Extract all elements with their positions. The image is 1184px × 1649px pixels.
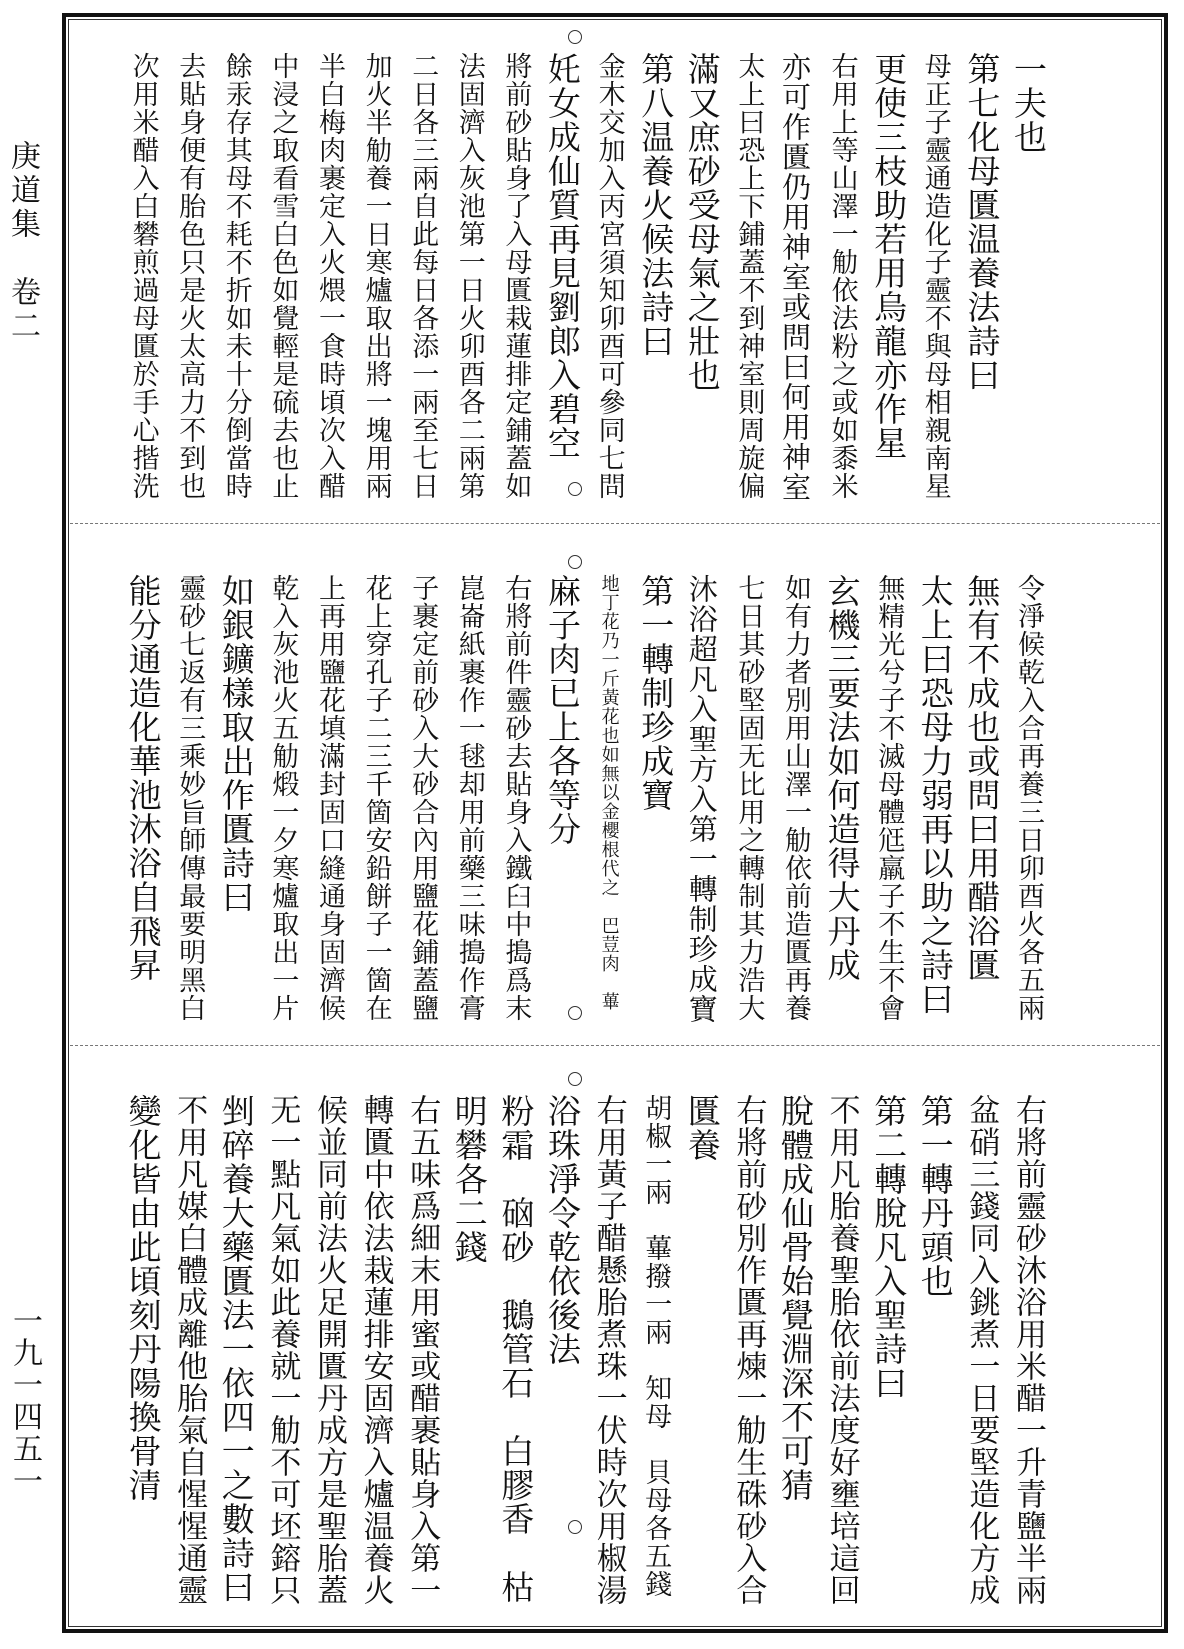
text-column: 第八温養火候法詩曰 [636, 52, 676, 358]
text-column: 加火半觔養一日寒爐取出將一塊用兩 [360, 52, 392, 500]
text-column: 明礬各二錢 [449, 1094, 489, 1264]
text-column: 太上曰恐母力弱再以助之詩曰 [915, 574, 955, 1016]
text-column: 地丁花乃一斤黃花也如無以金櫻根代之 巴荳肉 蓽 [598, 574, 620, 1011]
text-column: 滿又庶砂受母氣之壯也 [682, 52, 722, 392]
registration-circle [568, 1072, 582, 1086]
text-column: 轉匱中依法栽蓮排安固濟入爐温養火 [357, 1094, 394, 1606]
text-column: 右用黃子醋懸胎煮珠一伏時次用椒湯 [590, 1094, 627, 1606]
text-column: 脫體成仙骨始覺淵深不可猜 [776, 1094, 815, 1502]
text-column: 玄機三要法如何造得大丹成 [822, 574, 862, 982]
text-column: 如有力者別用山澤一觔依前造匱再養 [780, 574, 811, 1022]
text-column: 候並同前法火足開匱丹成方是聖胎蓋 [311, 1094, 347, 1606]
margin-book-title: 庚道集 卷二 [5, 140, 40, 344]
text-column: 去貼身便有胎色只是火太高力不到也 [174, 52, 206, 500]
text-column: 次用米醋入白礬煎過母匱於手心揩洗 [127, 52, 159, 500]
text-column: 不用凡媒白體成離他胎氣自惺惺通靈 [171, 1094, 208, 1606]
text-column: 第一轉制珍成寶 [636, 574, 676, 812]
text-column: 七日其砂堅固无比用之轉制其力浩大 [733, 574, 765, 1022]
text-section-2 [110, 574, 1050, 1034]
text-column: 不用凡胎養聖胎依前法度好壅培這回 [823, 1094, 860, 1606]
text-column: 乾入灰池火五觔煅一夕寒爐取出一片 [267, 574, 299, 1022]
text-column: 二日各三兩自此每日各添一兩至七日 [407, 52, 439, 500]
text-column: 變化皆由此頃刻丹陽換骨清 [123, 1094, 163, 1502]
text-column: 無精光兮子不滅母體尩羸子不生不會 [873, 574, 905, 1022]
text-column: 半白梅肉裹定入火煨一食時頃次入醋 [314, 52, 345, 500]
section-divider-1 [70, 523, 1160, 524]
margin-page-number: 一九一四五一 [7, 1305, 42, 1497]
text-column: 將前砂貼身了入母匱栽蓮排定鋪蓋如 [500, 52, 532, 500]
text-column: 右將前件靈砂去貼身入鐵臼中搗爲末 [500, 574, 532, 1022]
text-column: 中浸之取看雪白色如覺輕是硫去也止 [267, 52, 299, 500]
text-column: 沐浴超凡入聖方入第一轉制珍成寶 [684, 574, 719, 1024]
text-column: 匱養 [682, 1094, 722, 1162]
text-column: 奼女成仙質再見劉郎入碧空 [543, 52, 582, 460]
text-column: 無有不成也或問曰用醋浴匱 [962, 574, 1002, 982]
text-column: 剉碎養大藥匱法一依四一之數詩曰 [216, 1094, 256, 1604]
text-column: 麻子肉已上各等分 [543, 574, 582, 846]
text-column: 如銀鑛樣取出作匱詩曰 [216, 574, 256, 914]
text-column: 更使三枝助若用烏龍亦作星 [869, 52, 909, 460]
text-column: 第七化母匱温養法詩曰 [962, 52, 1002, 392]
text-column: 粉霜 硇砂 鵝管石 白膠香 枯 [496, 1094, 536, 1604]
text-column: 第一轉丹頭也 [915, 1094, 955, 1298]
text-column: 子裹定前砂入大砂合內用鹽花鋪蓋鹽 [407, 574, 439, 1022]
text-column: 亦可作匱仍用神室或問曰何用神室 [778, 52, 812, 502]
text-column: 太上曰恐上下鋪蓋不到神室則周旋偏 [733, 52, 765, 500]
text-column: 盆硝三錢同入銚煮一日要堅造化方成 [963, 1094, 1000, 1606]
text-column: 无一點凡氣如此養就一觔不可坯鎔只 [264, 1094, 301, 1606]
text-column: 花上穿孔子二三千箇安鉛餅子一箇在 [360, 574, 392, 1022]
text-column: 令淨候乾入合再養三日卯酉火各五兩 [1013, 574, 1044, 1022]
text-column: 上再用鹽花填滿封固口縫通身固濟候 [314, 574, 345, 1022]
text-column: 右五味爲細末用蜜或醋裹貼身入第一 [404, 1094, 441, 1606]
registration-circle [568, 555, 582, 569]
text-section-1 [110, 52, 1050, 512]
text-column: 右將前靈砂沐浴用米醋一升青鹽半兩 [1010, 1094, 1046, 1606]
text-column: 法固濟入灰池第一日火卯酉各二兩第 [453, 52, 485, 500]
registration-circle [568, 30, 582, 44]
text-column: 第二轉脫凡入聖詩曰 [869, 1094, 909, 1400]
text-column: 右將前砂別作匱再煉一觔生硃砂入合 [730, 1094, 767, 1606]
section-divider-2 [70, 1045, 1160, 1046]
text-column: 右用上等山澤一觔依法粉之或如黍米 [826, 52, 858, 500]
text-column: 一夫也 [1009, 52, 1048, 154]
text-column: 浴珠淨令乾依後法 [543, 1094, 582, 1366]
text-section-3 [110, 1094, 1050, 1614]
text-column: 餘汞存其母不耗不折如未十分倒當時 [220, 52, 252, 500]
text-column: 金木交加入丙宮須知卯酉可參同七問 [593, 52, 625, 500]
text-column: 母正子靈通造化子靈不與母相親南星 [919, 52, 951, 500]
text-column: 靈砂七返有三乘妙旨師傳最要明黑白 [174, 574, 206, 1022]
text-column: 崑崙紙裹作一毬却用前藥三味搗作膏 [453, 574, 485, 1022]
text-column: 胡椒一兩 蓽撥一兩 知母 貝母各五錢 [640, 1094, 672, 1598]
text-column: 能分通造化華池沐浴自飛昇 [123, 574, 163, 982]
